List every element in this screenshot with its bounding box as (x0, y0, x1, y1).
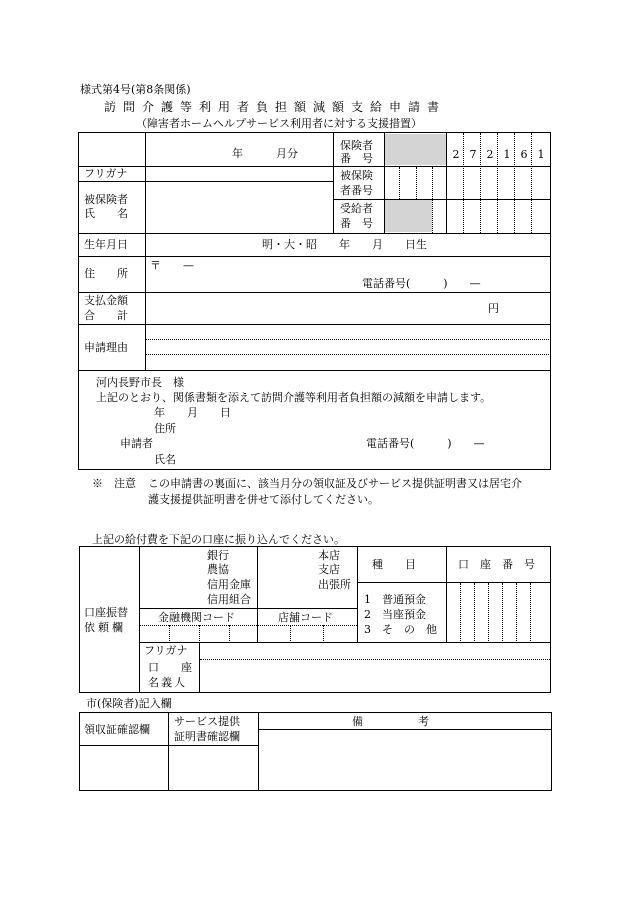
recipient-number-label: 受給者 (340, 202, 373, 215)
insured-name-label: 氏 名 (84, 207, 128, 220)
kind-current[interactable]: 2 当座預金 (364, 608, 426, 621)
row-line (79, 256, 551, 257)
birthdate-label: 生年月日 (84, 238, 128, 251)
bank-divider (139, 547, 140, 692)
application-date[interactable]: 年 月 日 (154, 406, 231, 419)
office-row-line (258, 729, 551, 730)
note-line-1: この申請書の裏面に、該当月分の領収証及びサービス提供証明書又は居宅介 (148, 477, 522, 490)
account-digit-divider (502, 583, 503, 641)
insured-number-label: 者番号 (340, 184, 373, 197)
insured-name-label: 被保険者 (84, 193, 128, 206)
recipient-gray-box (385, 200, 432, 232)
inst-type-shinkin[interactable]: 信用金庫 (207, 578, 251, 591)
addressee: 河内長野市長 様 (96, 376, 184, 389)
bank-code-line (140, 625, 357, 626)
bank-section-label: 口座振替 (84, 606, 128, 619)
row-line (79, 233, 551, 234)
digit-divider (432, 167, 433, 233)
insurer-digit: 6 (520, 148, 528, 161)
postal-code-field[interactable]: 〒 — (150, 259, 194, 272)
branch-code-label: 店舗コード (278, 611, 333, 624)
applicant-phone[interactable]: 電話番号( ) — (366, 437, 485, 450)
code-digit-divider (199, 625, 200, 641)
account-digit-divider (530, 583, 531, 641)
account-digit-divider (488, 583, 489, 641)
payment-total-label: 支払金額 (84, 294, 128, 307)
bank-divider (357, 547, 358, 642)
remarks-header: 備 考 (352, 715, 429, 728)
bank-intro: 上記の給付費を下記の口座に振り込んでください。 (92, 533, 345, 546)
insurer-digit: 2 (486, 148, 494, 161)
bank-section-label: 依頼欄 (84, 621, 126, 634)
bank-row-line (357, 582, 550, 583)
account-digit-divider (460, 583, 461, 641)
applicant-address-label: 住所 (154, 422, 176, 435)
bank-divider (199, 642, 200, 692)
insurer-digit: 1 (537, 148, 545, 161)
code-digit-divider (323, 625, 324, 641)
code-digit-divider (290, 625, 291, 641)
account-digit-divider (474, 583, 475, 641)
inst-type-agri[interactable]: 農協 (207, 563, 229, 576)
office-divider (168, 713, 169, 790)
holder-label: 名義人 (148, 676, 187, 689)
insurer-gray-box (385, 134, 446, 165)
bank-row-line (140, 608, 357, 609)
applicant-name-label: 氏名 (154, 453, 176, 466)
insurer-number-label: 保険者 (340, 139, 373, 152)
bank-row-line (140, 642, 550, 643)
row-line (333, 199, 551, 200)
note-line-2: 護支援提供証明書を併せて添付してください。 (148, 493, 379, 506)
bank-divider (446, 547, 447, 642)
holder-furigana-label: フリガナ (144, 644, 188, 657)
kind-ordinary[interactable]: 1 普通預金 (364, 593, 426, 606)
payment-total-label: 合 計 (84, 309, 128, 322)
note-mark: ※ 注意 (92, 477, 136, 490)
furigana-label: フリガナ (84, 167, 128, 180)
insurer-digit: 1 (503, 148, 511, 161)
institution-code-label: 金融機関コード (158, 611, 235, 624)
inst-type-shinkumi[interactable]: 信用組合 (207, 593, 251, 606)
kind-other[interactable]: 3 そ の 他 (364, 623, 437, 636)
office-section-title: 市(保険者)記入欄 (86, 697, 172, 710)
holder-label: 口 座 (148, 661, 192, 674)
receipt-check-label: 領収証確認欄 (84, 723, 150, 736)
phone-field[interactable]: 電話番号( ) — (362, 277, 481, 290)
year-month-field[interactable]: 年 月分 (232, 147, 298, 160)
page-subtitle: （障害者ホームヘルプサービス利用者に対する支援措置） (136, 117, 422, 130)
bank-divider (257, 547, 258, 642)
address-label: 住 所 (84, 267, 128, 280)
digit-divider (446, 133, 447, 233)
office-divider (258, 713, 259, 790)
branch-type-main[interactable]: 本店 (318, 549, 340, 562)
digit-divider (399, 167, 400, 199)
insured-number-label: 被保険 (340, 169, 373, 182)
office-row-line (80, 745, 258, 746)
kind-header: 種 目 (372, 558, 416, 571)
birthdate-field[interactable]: 明・大・昭 年 月 日生 (262, 238, 427, 251)
reason-label: 申請理由 (84, 341, 128, 354)
insurer-number-label: 番 号 (340, 152, 373, 165)
digit-divider (416, 167, 417, 199)
row-line (79, 292, 551, 293)
insurer-label-divider (333, 133, 334, 233)
reason-field[interactable] (146, 325, 550, 369)
code-digit-divider (229, 625, 230, 641)
service-check-label: 証明書確認欄 (174, 730, 240, 743)
yen-unit: 円 (488, 302, 499, 315)
branch-type-office[interactable]: 出張所 (318, 578, 351, 591)
row-line (79, 370, 551, 371)
inst-type-bank[interactable]: 銀行 (207, 549, 229, 562)
declaration-text: 上記のとおり、関係書類を添えて訪問介護等利用者負担額の減額を申請します。 (96, 391, 492, 404)
insurer-digit: 7 (469, 148, 477, 161)
account-number-header: 口 座 番 号 (458, 558, 535, 571)
insurer-digit: 2 (452, 148, 460, 161)
page-title: 訪問介護等利用者負担額減額支給申請書 (104, 100, 447, 114)
branch-type-branch[interactable]: 支店 (318, 563, 340, 576)
account-holder-field[interactable] (201, 660, 549, 691)
insured-name-field[interactable] (146, 182, 332, 232)
account-digit-divider (516, 583, 517, 641)
furigana-field[interactable] (146, 167, 332, 181)
service-check-label: サービス提供 (174, 715, 240, 728)
recipient-number-label: 番 号 (340, 217, 373, 230)
code-digit-divider (169, 625, 170, 641)
form-number: 様式第4号(第8条関係) (80, 83, 191, 96)
applicant-label: 申請者 (120, 437, 153, 450)
